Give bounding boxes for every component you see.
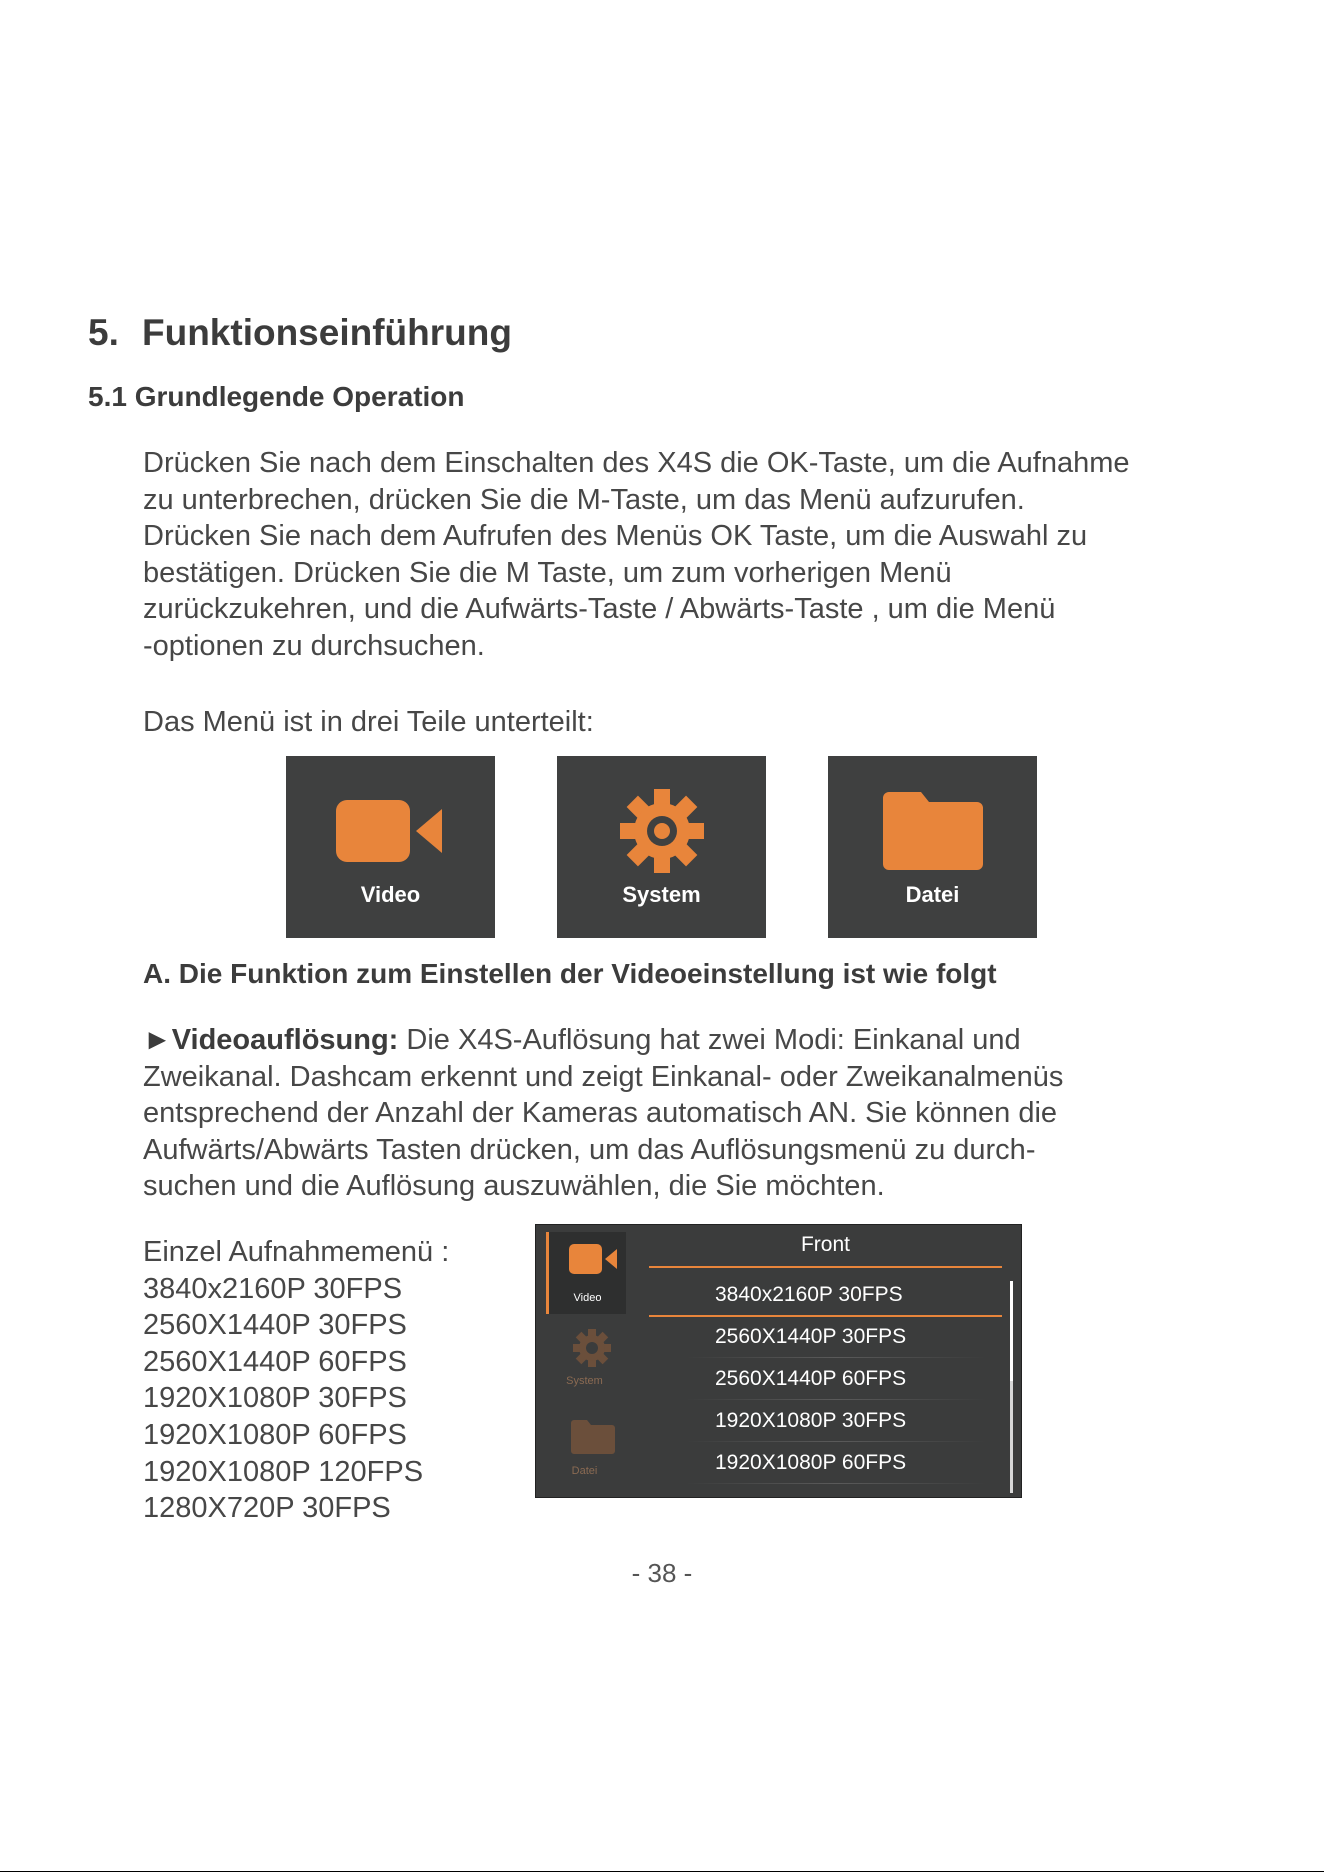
list-item: 1920X1080P 30FPS	[143, 1382, 407, 1415]
section-number: 5.	[88, 312, 119, 353]
video-camera-icon	[569, 1244, 617, 1279]
section-title: Funktionseinführung	[142, 312, 512, 353]
option-divider	[686, 1483, 986, 1484]
camera-menu-screenshot	[535, 1224, 1022, 1498]
menu-tile-label: System	[622, 882, 701, 907]
list-item: 1920X1080P 60FPS	[143, 1418, 407, 1451]
screen-option: 2560X1440P 30FPS	[715, 1325, 907, 1348]
list-item: 2560X1440P 30FPS	[143, 1309, 407, 1342]
video-camera-icon	[286, 786, 495, 876]
intro-line: Drücken Sie nach dem Aufrufen des Menüs OK Taste, um die Auswahl zu	[143, 520, 1088, 553]
section-heading	[88, 312, 512, 354]
intro-paragraph	[143, 445, 1130, 665]
screen-side-label: Video	[573, 1292, 602, 1304]
subsection-heading: 5.1 Grundlegende Operation	[88, 381, 465, 412]
intro-line: zu unterbrechen, drücken Sie die M-Taste, um das Menü aufzurufen.	[143, 483, 1025, 516]
gear-icon	[572, 1328, 612, 1373]
list-item: 1920X1080P 120FPS	[143, 1455, 424, 1488]
menu-parts-text: Das Menü ist in drei Teile unterteilt:	[143, 706, 594, 738]
video-resolution-line: suchen und die Auflösung auszuwählen, die Sie möchten.	[143, 1170, 885, 1203]
screen-side-video	[546, 1232, 626, 1314]
menu-tile-label: Video	[360, 882, 421, 907]
folder-icon	[571, 1420, 615, 1459]
selected-underline	[649, 1315, 1002, 1317]
title-underline	[649, 1266, 1002, 1268]
list-item: 1280X720P 30FPS	[143, 1492, 391, 1525]
video-resolution-line: Aufwärts/Abwärts Tasten drücken, um das Auflösungsmenü zu durch-	[143, 1133, 1036, 1166]
screen-title: Front	[800, 1233, 850, 1256]
gear-icon	[557, 786, 766, 876]
screen-option: 1920X1080P 60FPS	[715, 1451, 907, 1474]
single-recording-menu-list	[143, 1234, 449, 1527]
folder-icon	[828, 786, 1037, 876]
screen-option-selected: 3840x2160P 30FPS	[715, 1283, 903, 1306]
option-divider	[686, 1399, 986, 1400]
screen-side-label: Datei	[571, 1465, 598, 1477]
intro-line: zurückzukehren, und die Aufwärts-Taste / Abwärts-Taste , um die Menü	[143, 593, 1056, 626]
screen-scrollbar-thumb	[1010, 1281, 1013, 1381]
screen-side-label: System	[566, 1375, 603, 1387]
intro-line: bestätigen. Drücken Sie die M Taste, um zum vorherigen Menü	[143, 556, 952, 589]
section-a-heading: A. Die Funktion zum Einstellen der Videoeinstellung ist wie folgt	[143, 958, 997, 989]
video-resolution-text: Die X4S-Auflösung hat zwei Modi: Einkanal und	[398, 1024, 1021, 1056]
option-divider	[686, 1357, 986, 1358]
menu-tile-video	[286, 756, 495, 938]
page-number: - 38 -	[631, 1558, 693, 1588]
list-item: 3840x2160P 30FPS	[143, 1272, 403, 1305]
video-resolution-label: ►Videoauflösung:	[143, 1024, 399, 1056]
menu-tile-datei	[828, 756, 1037, 938]
intro-line: Drücken Sie nach dem Einschalten des X4S die OK-Taste, um die Aufnahme	[143, 447, 1130, 479]
menu-tile-system	[557, 756, 766, 938]
screen-option: 2560X1440P 60FPS	[715, 1367, 907, 1390]
intro-line: -optionen zu durchsuchen.	[143, 629, 485, 662]
video-resolution-line: entsprechend der Anzahl der Kameras automatisch AN. Sie können die	[143, 1097, 1058, 1130]
screen-option: 1920X1080P 30FPS	[715, 1409, 907, 1432]
video-resolution-paragraph	[143, 1022, 1063, 1205]
video-resolution-line: Zweikanal. Dashcam erkennt und zeigt Einkanal- oder Zweikanalmenüs	[143, 1060, 1064, 1093]
menu-tile-label: Datei	[905, 882, 960, 907]
list-title: Einzel Aufnahmemenü :	[143, 1236, 450, 1268]
option-divider	[686, 1441, 986, 1442]
list-item: 2560X1440P 60FPS	[143, 1345, 407, 1378]
